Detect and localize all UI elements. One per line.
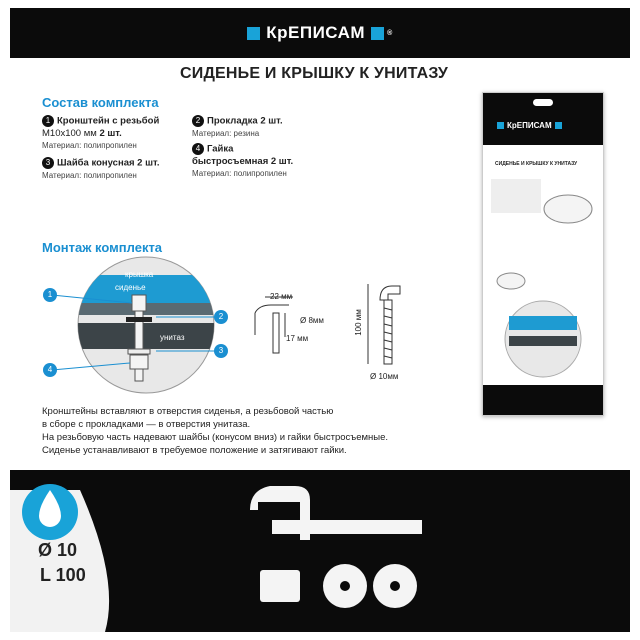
- package-seat-small: [497, 273, 525, 289]
- assembly-heading: Монтаж комплекта: [42, 240, 163, 255]
- toilet-layer: [76, 323, 216, 349]
- package-content-art: [483, 171, 603, 381]
- brand-name: КрЕПИСАМ: [266, 23, 366, 42]
- product-panel: [10, 470, 630, 632]
- kit-item-3: [42, 157, 192, 182]
- kit-item-3-name: Шайба конусная: [57, 157, 135, 169]
- bracket-profile-outline: [255, 305, 289, 335]
- kit-item-1-qty: 2 шт.: [99, 127, 122, 139]
- nut: [130, 355, 148, 369]
- kit-item-1-number: 1: [42, 115, 54, 127]
- package-toilet-layer: [509, 336, 577, 346]
- badge-diameter: Ø 10: [38, 540, 78, 560]
- kit-heading: Состав комплекта: [42, 95, 159, 110]
- product-nut: [260, 570, 300, 602]
- gasket: [126, 317, 152, 322]
- package-top: [483, 93, 603, 145]
- bolt-drawing: [360, 280, 410, 375]
- header-bar: [10, 8, 630, 58]
- callout-4: 4: [43, 363, 57, 377]
- product-gasket-hole: [340, 581, 350, 591]
- brand-reg: ®: [387, 29, 393, 37]
- water-drop-icon: [15, 470, 85, 550]
- bracket-head: [132, 295, 146, 311]
- kit-item-1: [42, 115, 192, 152]
- package-brand-name: КрЕПИСАМ: [507, 121, 552, 130]
- dim-length: 100 мм: [353, 309, 363, 336]
- package-lid-layer: [509, 316, 577, 330]
- kit-item-4-qty: 2 шт.: [270, 155, 294, 167]
- kit-item-4-name: Гайка: [207, 143, 234, 155]
- kit-item-1-name: Кронштейн с резьбой: [57, 115, 160, 127]
- description-line-1: Кронштейны вставляют в отверстия сиденья, а резьбовой частью: [42, 406, 334, 417]
- package-title: СИДЕНЬЕ И КРЫШКУ К УНИТАЗУ: [495, 161, 578, 167]
- dim-diameter10: Ø 10мм: [370, 372, 399, 381]
- kit-item-4-material: Материал: полипропилен: [192, 168, 287, 178]
- brand-square-right: [371, 27, 384, 40]
- callout-2: 2: [214, 310, 228, 324]
- kit-item-3-material: Материал: полипропилен: [42, 170, 137, 180]
- package-seat-icon: [544, 195, 592, 223]
- kit-item-2-material: Материал: резина: [192, 128, 260, 138]
- kit-item-1-spec: М10х100 мм: [42, 127, 97, 139]
- kit-item-2-number: 2: [192, 115, 204, 127]
- package-bottom: [483, 385, 603, 415]
- kit-item-2-name: Прокладка: [207, 115, 258, 127]
- package-hang-hole: [533, 99, 553, 106]
- kit-item-2-qty: 2 шт.: [260, 115, 283, 127]
- label-lid: крышка: [125, 270, 154, 279]
- description-line-2: в сборе с прокладками — в отверстия унитаза.: [42, 419, 251, 430]
- description-line-3: На резьбовую часть надевают шайбы (конусом вниз) и гайки быстросъемные.: [42, 432, 389, 443]
- kit-item-4-name2: быстросъемная: [192, 155, 269, 167]
- page-title: СИДЕНЬЕ И КРЫШКУ К УНИТАЗУ: [180, 65, 449, 82]
- dim-diameter8: Ø 8мм: [300, 316, 324, 325]
- bracket-profile-stem: [273, 313, 279, 353]
- brand-logo: [247, 23, 393, 43]
- kit-item-4-number: 4: [192, 143, 204, 155]
- washer: [128, 349, 150, 354]
- product-washer-hole: [390, 581, 400, 591]
- kit-item-3-qty: 2 шт.: [137, 157, 160, 169]
- bolt-head: [380, 286, 400, 300]
- package-image: [482, 92, 604, 416]
- kit-item-1-material: Материал: полипропилен: [42, 140, 137, 150]
- description: [42, 405, 442, 457]
- badge-length: L 100: [40, 565, 86, 585]
- callout-3: 3: [214, 344, 228, 358]
- kit-item-2: [192, 115, 342, 140]
- kit-item-4: [192, 143, 342, 180]
- dim-width: 22 мм: [270, 292, 293, 301]
- brand-square-left: [247, 27, 260, 40]
- label-toilet: унитаз: [160, 333, 185, 342]
- description-line-4: Сиденье устанавливают в требуемое положение и затягивают гайки.: [42, 445, 347, 456]
- label-seat: сиденье: [115, 283, 146, 292]
- callout-1: 1: [43, 288, 57, 302]
- product-photo: [10, 470, 630, 632]
- package-text-block: [491, 179, 541, 213]
- package-logo: [497, 121, 562, 130]
- kit-item-3-number: 3: [42, 157, 54, 169]
- dim-height17: 17 мм: [286, 334, 309, 343]
- bolt-thread: [384, 308, 392, 358]
- product-bolt-rod: [272, 520, 422, 534]
